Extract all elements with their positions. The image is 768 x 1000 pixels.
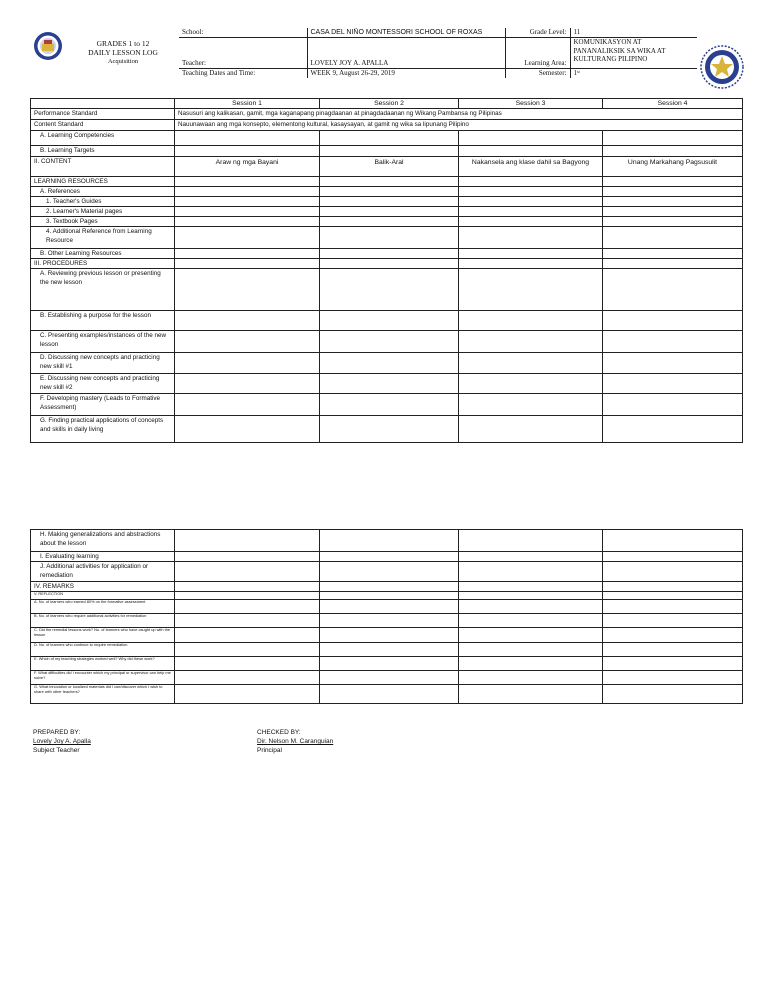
session-2-header: Session 2 [320, 99, 459, 109]
procedure-a-label: A. Reviewing previous lesson or presenting the new lesson [31, 269, 175, 311]
reflection-c-label: C. Did the remedial lessons work? No. of learners who have caught up with the lesson [31, 628, 175, 643]
content-standard-label: Content Standard [31, 120, 175, 131]
session-4-header: Session 4 [603, 99, 743, 109]
reflection-b-label: B. No. of learners who require additional activities for remediation [31, 614, 175, 628]
content-label: II. CONTENT [31, 157, 175, 177]
procedure-b-label: B. Establishing a purpose for the lesson [31, 311, 175, 331]
performance-standard-value: Nasusuri ang kalikasan, gamit, mga kaganapang pinagdaanan at pinagdadaanan ng Wikang Pambansa ng Pilipinas [175, 109, 743, 120]
teachers-guides-label: 1. Teacher's Guides [31, 197, 175, 207]
procedure-c-label: C. Presenting examples/instances of the new lesson [31, 331, 175, 353]
checked-by-label: CHECKED BY: [257, 729, 301, 736]
procedure-i-label: I. Evaluating learning [31, 552, 175, 562]
checked-by-block [257, 728, 457, 755]
grade-value: 11 [570, 28, 697, 38]
teacher-value: LOVELY JOY A. APALLA [307, 38, 505, 69]
title-line1: GRADES 1 to 12 [96, 39, 150, 48]
semester-value: 1ˢᵗ [570, 69, 697, 79]
reflection-e-label: E. Which of my teaching strategies worked well? Why did these work? [31, 657, 175, 671]
lesson-log-table [30, 98, 743, 443]
reflection-g-label: G. What innovation or localized materials did I use/discover which I wish to share with other teachers? [31, 685, 175, 704]
area-value: KOMUNIKASYON AT PANANALIKSIK SA WIKA AT KULTURANG PILIPINO [570, 38, 697, 69]
reflection-a-label: A. No. of learners who earned 80% on the formative assessment [31, 600, 175, 614]
performance-standard-label: Performance Standard [31, 109, 175, 120]
other-resources-label: B. Other Learning Resources [31, 249, 175, 259]
checked-by-name: Dir. Nelson M. Caranguian [257, 738, 334, 745]
content-session-3: Nakansela ang klase dahil sa Bagyong [459, 157, 603, 177]
learners-material-label: 2. Learner's Material pages [31, 207, 175, 217]
session-3-header: Session 3 [459, 99, 603, 109]
procedure-g-label: G. Finding practical applications of concepts and skills in daily living [31, 416, 175, 443]
reflection-label: V. REFLECTION [31, 592, 175, 600]
area-label: Learning Area: [505, 38, 570, 69]
grade-label: Grade Level: [505, 28, 570, 38]
prepared-by-label: PREPARED BY: [33, 729, 81, 736]
dates-label: Teaching Dates and Time: [179, 69, 307, 79]
procedure-f-label: F. Developing mastery (Leads to Formative Assessment) [31, 394, 175, 416]
school-seal-logo [700, 45, 744, 89]
deped-seal-logo [33, 31, 63, 61]
title-line2: DAILY LESSON LOG [88, 48, 158, 57]
learning-competencies-label: A. Learning Competencies [31, 131, 175, 146]
header-table [179, 28, 697, 78]
school-value: CASA DEL NIÑO MONTESSORI SCHOOL OF ROXAS [307, 28, 505, 38]
semester-label: Semester: [505, 69, 570, 79]
remarks-label: IV. REMARKS [31, 582, 175, 592]
content-session-1: Araw ng mga Bayani [175, 157, 320, 177]
learning-resources-label: LEARNING RESOURCES [31, 177, 175, 187]
prepared-by-role: Subject Teacher [33, 747, 80, 754]
checked-by-role: Principal [257, 747, 282, 754]
teacher-label: Teacher: [179, 38, 307, 69]
session-1-header: Session 1 [175, 99, 320, 109]
prepared-by-name: Lovely Joy A. Apalla [33, 738, 91, 745]
prepared-by-block [33, 728, 213, 755]
procedures-label: III. PROCEDURES [31, 259, 175, 269]
reflection-f-label: F. What difficulties did I encounter which my principal or supervisor can help me solve? [31, 671, 175, 685]
lesson-log-table-continued [30, 529, 743, 704]
learning-targets-label: B. Learning Targets [31, 146, 175, 157]
content-standard-value: Nauunawaan ang mga konsepto, elementong kultural, kasaysayan, at gamit ng wika sa lipunang Pilipino [175, 120, 743, 131]
textbook-pages-label: 3. Textbook Pages [31, 217, 175, 227]
reflection-d-label: D. No. of learners who continue to require remediation [31, 643, 175, 657]
references-label: A. References [31, 187, 175, 197]
additional-reference-label: 4. Additional Reference from Learning Resource [31, 227, 175, 249]
dates-value: WEEK 9, August 26-29, 2019 [307, 69, 505, 79]
content-session-2: Balik-Aral [320, 157, 459, 177]
procedure-h-label: H. Making generalizations and abstractions about the lesson [31, 530, 175, 552]
content-session-4: Unang Markahang Pagsusulit [603, 157, 743, 177]
procedure-j-label: J. Additional activities for application or remediation [31, 562, 175, 582]
procedure-d-label: D. Discussing new concepts and practicing new skill #1 [31, 353, 175, 374]
procedure-e-label: E. Discussing new concepts and practicing new skill #2 [31, 374, 175, 394]
title-line3: Acquisition [107, 58, 139, 65]
school-label: School: [179, 28, 307, 38]
